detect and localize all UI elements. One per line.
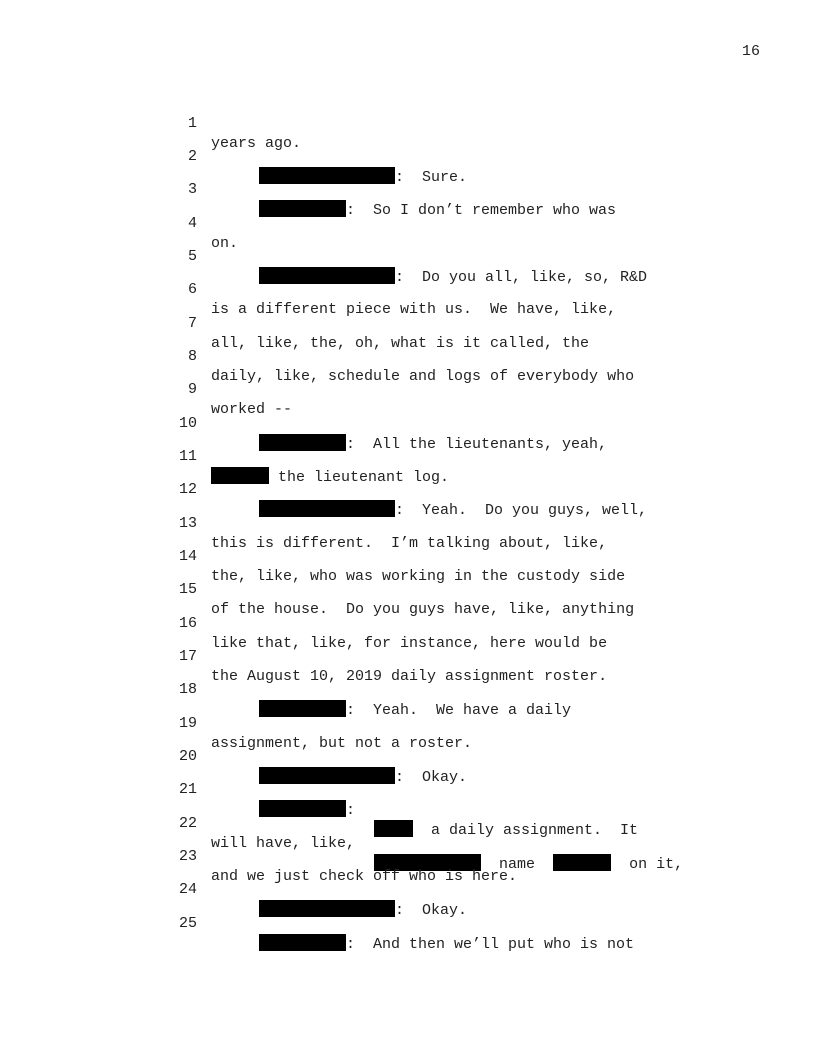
line-number: 22 [178, 815, 197, 832]
line-text-segment: : Do you all, like, so, R&D [395, 269, 648, 286]
line-text [259, 800, 355, 821]
line-number: 15 [178, 581, 197, 598]
line-number: 8 [187, 348, 197, 365]
line-text [259, 767, 467, 788]
line-number: 21 [178, 781, 197, 798]
line-text [259, 200, 616, 221]
transcript-line [0, 427, 450, 486]
line-number: 12 [178, 481, 197, 498]
line-number: 7 [187, 315, 197, 332]
line-text-segment: the lieutenant log. [269, 469, 450, 486]
line-text-segment: : Okay. [395, 769, 468, 786]
line-text-segment: on it, [629, 856, 684, 873]
line-number: 19 [178, 715, 197, 732]
line-number: 11 [178, 448, 197, 465]
line-text-segment: : Yeah. We have a daily [346, 702, 572, 719]
line-text: assignment, but not a roster. [211, 735, 473, 752]
line-number: 1 [187, 115, 197, 132]
line-text-segment: : Sure. [395, 169, 468, 186]
redaction-bar [259, 900, 395, 917]
redaction-bar [259, 267, 395, 284]
line-text-segment: : [346, 802, 356, 819]
line-text: all, like, the, oh, what is it called, the [211, 335, 590, 352]
line-text-segment: : Yeah. Do you guys, well, [395, 502, 648, 519]
line-text-segment: : And then we’ll put who is not [346, 936, 635, 953]
line-number: 2 [187, 148, 197, 165]
line-text [259, 934, 634, 955]
line-text-segment: : Okay. [395, 902, 468, 919]
line-text: years ago. [211, 135, 302, 152]
line-text: worked -- [211, 401, 293, 418]
redaction-bar [374, 820, 413, 837]
transcript-line [0, 194, 239, 252]
line-text: will have, like, [211, 835, 356, 852]
line-text: and we just check off who is here. [211, 868, 518, 885]
line-text: like that, like, for instance, here would be [211, 635, 608, 652]
line-text: of the house. Do you guys have, like, anything [211, 601, 635, 618]
line-number: 13 [178, 515, 197, 532]
line-text [211, 467, 449, 488]
line-text [259, 434, 607, 455]
line-number: 9 [187, 381, 197, 398]
redaction-bar [259, 700, 346, 717]
transcript-line [0, 94, 302, 152]
line-number: 10 [178, 415, 197, 432]
redaction-bar [259, 934, 346, 951]
line-number: 23 [178, 848, 197, 865]
line-number: 3 [187, 181, 197, 198]
line-number: 24 [178, 881, 197, 898]
redaction-bar [553, 854, 611, 871]
line-number: 5 [187, 248, 197, 265]
line-text [259, 500, 647, 521]
line-text: daily, like, schedule and logs of everybody who [211, 368, 635, 385]
redaction-bar [259, 167, 395, 184]
redaction-bar [259, 500, 395, 517]
redaction-bar [259, 434, 346, 451]
page-number: 16 [742, 43, 761, 60]
transcript-line [0, 360, 293, 418]
line-text [259, 900, 467, 921]
redaction-bar [259, 767, 395, 784]
line-text-segment: : So I don’t remember who was [346, 202, 617, 219]
line-text: on. [211, 235, 239, 252]
line-text [374, 820, 638, 841]
line-number: 20 [178, 748, 197, 765]
redaction-bar [211, 467, 269, 484]
line-text-segment: name [499, 856, 536, 873]
line-number: 4 [187, 215, 197, 232]
line-text: this is different. I’m talking about, like, [211, 535, 608, 552]
line-text [259, 167, 467, 188]
line-text: is a different piece with us. We have, like, [211, 301, 617, 318]
line-text-segment: a daily assignment. It [431, 822, 639, 839]
line-number: 25 [178, 915, 197, 932]
line-text: the, like, who was working in the custody side [211, 568, 626, 585]
line-number: 18 [178, 681, 197, 698]
line-number: 17 [178, 648, 197, 665]
line-text-segment: : All the lieutenants, yeah, [346, 436, 608, 453]
line-text [259, 700, 571, 721]
line-number: 14 [178, 548, 197, 565]
line-text [259, 267, 647, 288]
redaction-bar [259, 200, 346, 217]
line-number: 6 [187, 281, 197, 298]
line-text: the August 10, 2019 daily assignment roster. [211, 668, 608, 685]
redaction-bar [259, 800, 346, 817]
line-number: 16 [178, 615, 197, 632]
